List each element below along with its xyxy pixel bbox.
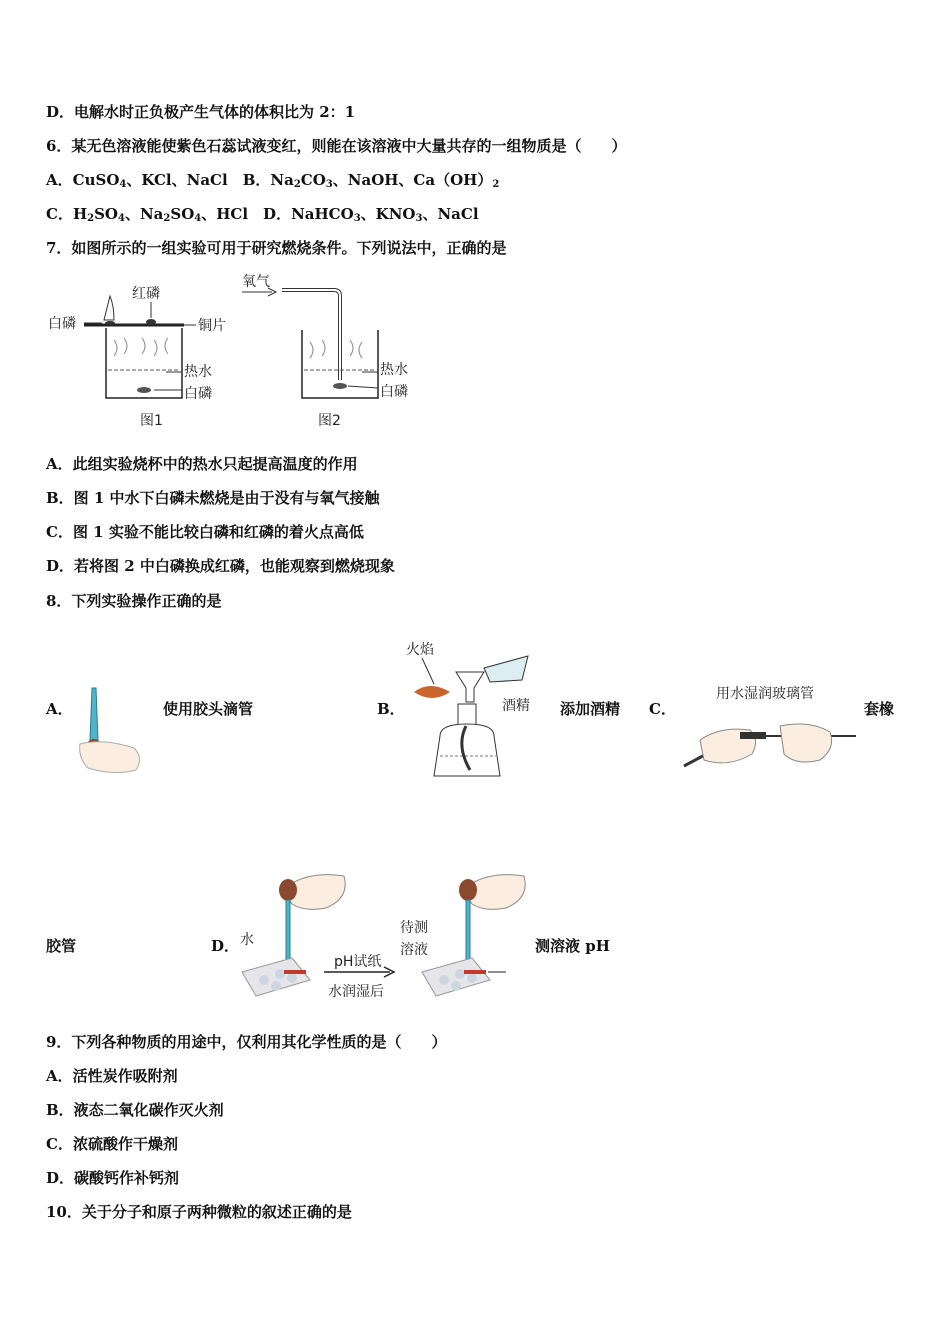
q5-option-d: D．电解水时正负极产生气体的体积比为 2：1	[46, 103, 356, 121]
label-copper-sheet: 铜片	[198, 318, 226, 334]
ph-test-image	[236, 868, 532, 1004]
q9-stem: 9．下列各种物质的用途中，仅利用其化学性质的是（ ）	[46, 1033, 447, 1051]
q8-option-b-text: 添加酒精	[560, 700, 621, 718]
label-alcohol: 酒精	[502, 698, 530, 714]
label-hot-water-2: 热水	[380, 362, 408, 378]
q8-option-d-text: 测溶液 pH	[535, 937, 610, 955]
q6-options-ab: A．CuSO$_4$、KCl、NaCl B．$Na_2CO_3$、NaOH、$Ca(OH)_2$	[46, 171, 500, 190]
caption-figure-2: 图2	[318, 413, 341, 429]
q6-options-cd: C．$H_2SO_4$、$Na_2SO_4$、HCl D．NaHCO$_3$、$KNO_3$、NaCl	[46, 205, 479, 224]
label-flame: 火焰	[406, 642, 434, 658]
dropper-hand-image	[74, 684, 146, 776]
q7-option-a: A．此组实验烧杯中的热水只起提高温度的作用	[46, 455, 358, 473]
q8-option-a-letter: A．	[46, 700, 73, 718]
q10-stem: 10．关于分子和原子两种微粒的叙述正确的是	[46, 1203, 352, 1221]
q8-option-c-text: 套橡	[864, 700, 895, 718]
caption-figure-1: 图1	[140, 413, 163, 429]
label-white-phosphorus-1: 白磷	[184, 386, 212, 402]
q8-option-a-text: 使用胶头滴管	[163, 700, 254, 718]
q6-stem: 6．某无色溶液能使紫色石蕊试液变红，则能在该溶液中大量共存的一组物质是（ ）	[46, 137, 627, 155]
q8-option-c-continued: 胶管	[46, 937, 77, 955]
label-test-solution-1: 待测	[400, 920, 428, 936]
q8-option-b-letter: B．	[377, 700, 405, 718]
combustion-experiment-figure	[44, 268, 424, 434]
label-white-phosphorus-left: 白磷	[48, 316, 76, 332]
glass-tube-rubber-hand-image	[680, 676, 860, 776]
q8-option-c-letter: C．	[649, 700, 676, 718]
q9-option-c: C．浓硫酸作干燥剂	[46, 1135, 178, 1153]
q7-option-d: D．若将图 2 中白磷换成红磷，也能观察到燃烧现象	[46, 557, 395, 575]
q9-option-a: A．活性炭作吸附剂	[46, 1067, 178, 1085]
label-water: 水	[240, 932, 254, 948]
figure-2-beaker	[242, 274, 408, 429]
label-wet-with-water: 水润湿后	[328, 984, 384, 1000]
q9-option-b: B．液态二氧化碳作灭火剂	[46, 1101, 224, 1119]
label-wet-glass-tube: 用水湿润玻璃管	[716, 686, 814, 702]
alcohol-lamp-image	[400, 636, 545, 784]
q7-option-b: B．图 1 中水下白磷未燃烧是由于没有与氧气接触	[46, 489, 380, 507]
q8-option-d-letter: D．	[211, 937, 240, 955]
q8-stem: 8．下列实验操作正确的是	[46, 592, 222, 610]
label-test-solution-2: 溶液	[400, 942, 428, 958]
label-hot-water-1: 热水	[184, 364, 212, 380]
label-white-phosphorus-2: 白磷	[380, 384, 408, 400]
label-ph-paper: pH试纸	[334, 954, 382, 970]
label-oxygen: 氧气	[242, 274, 270, 290]
q7-stem: 7．如图所示的一组实验可用于研究燃烧条件。下列说法中，正确的是	[46, 239, 507, 257]
label-red-phosphorus: 红磷	[132, 286, 160, 302]
q7-option-c: C．图 1 实验不能比较白磷和红磷的着火点高低	[46, 523, 364, 541]
figure-1-beaker	[48, 285, 226, 429]
q9-option-d: D．碳酸钙作补钙剂	[46, 1169, 180, 1187]
